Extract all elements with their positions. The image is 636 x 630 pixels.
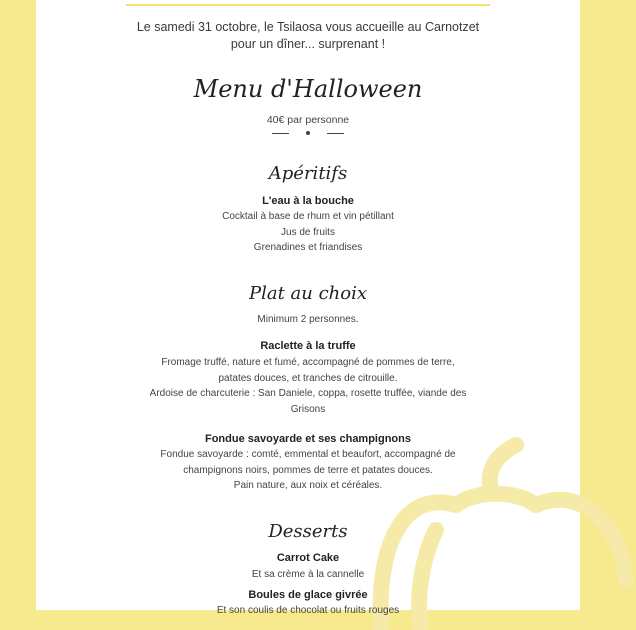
description-line: Grenadines et friandises	[253, 242, 363, 253]
price-text: 40€ par personne	[266, 114, 350, 126]
section-title-desserts: Desserts	[268, 521, 348, 542]
item-description	[36, 355, 580, 417]
item-title: Fondue savoyarde et ses champignons	[204, 433, 411, 445]
description-line: Fromage truffé, nature et fumé, accompagné de pommes de terre,	[161, 357, 455, 368]
divider-dot	[306, 131, 310, 135]
intro-line: pour un dîner... surprenant !	[230, 37, 386, 51]
top-divider	[126, 4, 490, 6]
item-title: L'eau à la bouche	[262, 195, 354, 207]
item-description: Et son coulis de chocolat ou fruits rouges	[216, 605, 400, 616]
description-line: Ardoise de charcuterie : San Daniele, coppa, rosette truffée, viande des	[149, 388, 467, 399]
description-line: Fondue savoyarde : comté, emmental et beaufort, accompagné de	[160, 449, 456, 460]
plat-note: Minimum 2 personnes.	[257, 314, 359, 325]
description-line: Pain nature, aux noix et céréales.	[233, 480, 383, 491]
menu-card	[36, 0, 580, 616]
intro-line: Le samedi 31 octobre, le Tsilaosa vous accueille au Carnotzet	[136, 20, 480, 34]
description-line: Cocktail à base de rhum et vin pétillant	[222, 211, 394, 222]
item-title: Boules de glace givrée	[248, 589, 368, 601]
section-title-aperitifs: Apéritifs	[268, 163, 348, 184]
ornament-divider	[36, 131, 580, 137]
item-description	[36, 209, 580, 256]
item-description	[36, 447, 580, 494]
description-line: patates douces, et tranches de citrouille.	[218, 372, 398, 384]
item-title: Carrot Cake	[276, 552, 340, 564]
description-line: Jus de fruits	[281, 226, 335, 238]
item-title: Raclette à la truffe	[260, 340, 356, 352]
description-line: Grisons	[290, 403, 326, 415]
divider-line	[272, 133, 289, 134]
divider-line	[327, 133, 344, 134]
section-title-plat: Plat au choix	[248, 283, 368, 304]
menu-title: Menu d'Halloween	[193, 75, 423, 103]
description-line: champignons noirs, pommes de terre et patates douces.	[183, 464, 433, 476]
intro-text	[36, 19, 580, 53]
item-description: Et sa crème à la cannelle	[251, 569, 365, 580]
